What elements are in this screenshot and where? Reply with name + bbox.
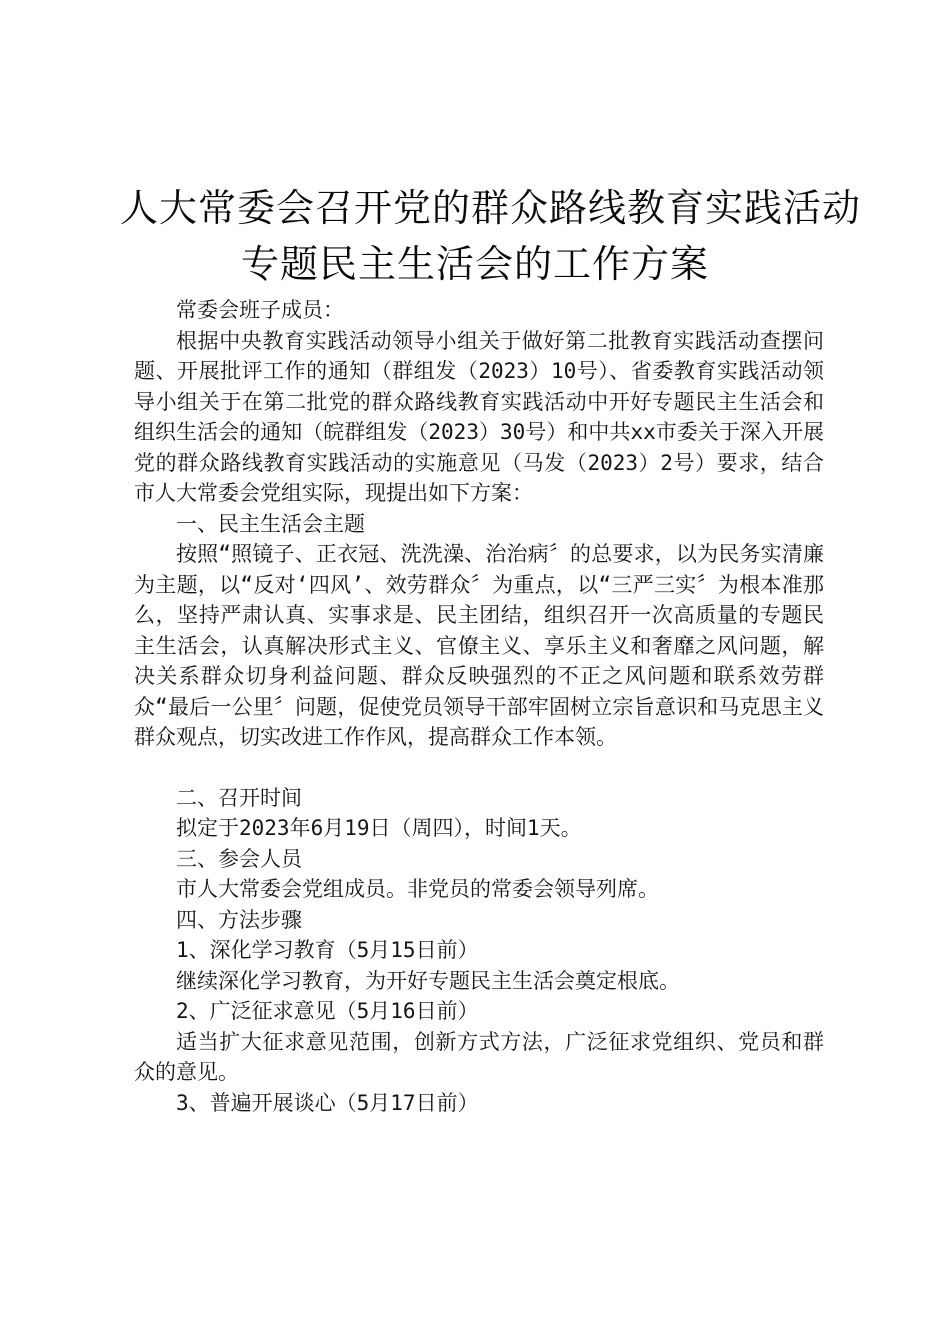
- step-1-heading: 1、深化学习教育（5月15日前）: [176, 938, 479, 962]
- theme-paragraph: 按照“照镜子、正衣冠、洗洗澡、治治病〞的总要求，以为民务实清廉为主题，以“反对‘四风’、效劳群众〞为重点，以“三严三实〞为根本准那么，坚持严肃认真、实事求是、民主团结，组织召开一次高质量的专题民主生活会，认真解决形式主义、官僚主义、享乐主义和奢靡之风问题，解决关系群众切身利益问题、群众反映强烈的不正之风问题和联系效劳群众“最后一公里〞问题，促使党员领导干部牢固树立宗旨意识和马克思主义群众观点，切实改进工作作风，提高群众工作本领。: [134, 542, 824, 749]
- step-2-heading: 2、广泛征求意见（5月16日前）: [176, 999, 479, 1023]
- step-3-heading: 3、普遍开展谈心（5月17日前）: [176, 1090, 479, 1115]
- salutation: 常委会班子成员：: [176, 298, 344, 322]
- attendees-paragraph: 市人大常委会党组成员。非党员的常委会领导列席。: [176, 877, 659, 901]
- section-heading-attendees: 三、参会人员: [176, 846, 302, 871]
- document-title-line-1: 人大常委会召开党的群众路线教育实践活动: [120, 186, 862, 230]
- document-body: [134, 295, 824, 1118]
- section-heading-steps: 四、方法步骤: [176, 907, 302, 932]
- intro-paragraph: 根据中央教育实践活动领导小组关于做好第二批教育实践活动查摆问题、开展批评工作的通知（群组发（2023）10号）、省委教育实践活动领导小组关于在第二批党的群众路线教育实践活动中开好专题民主生活会和组织生活会的通知（皖群组发（2023）30号）和中共xx市委关于深入开展党的群众路线教育实践活动的实施意见（马发（2023）2号）要求，结合市人大常委会党组实际，现提出如下方案：: [134, 328, 824, 505]
- time-paragraph: 拟定于2023年6月19日（周四），时间1天。: [176, 816, 582, 840]
- section-heading-time: 二、召开时间: [176, 785, 302, 810]
- step-2-paragraph: 适当扩大征求意见范围，创新方式方法，广泛征求党组织、党员和群众的意见。: [134, 1029, 824, 1084]
- step-1-paragraph: 继续深化学习教育，为开好专题民主生活会奠定根底。: [176, 968, 680, 993]
- section-heading-theme: 一、民主生活会主题: [176, 511, 365, 536]
- document-title-line-2: 专题民主生活会的工作方案: [240, 242, 709, 286]
- paragraph-gap: [134, 753, 824, 783]
